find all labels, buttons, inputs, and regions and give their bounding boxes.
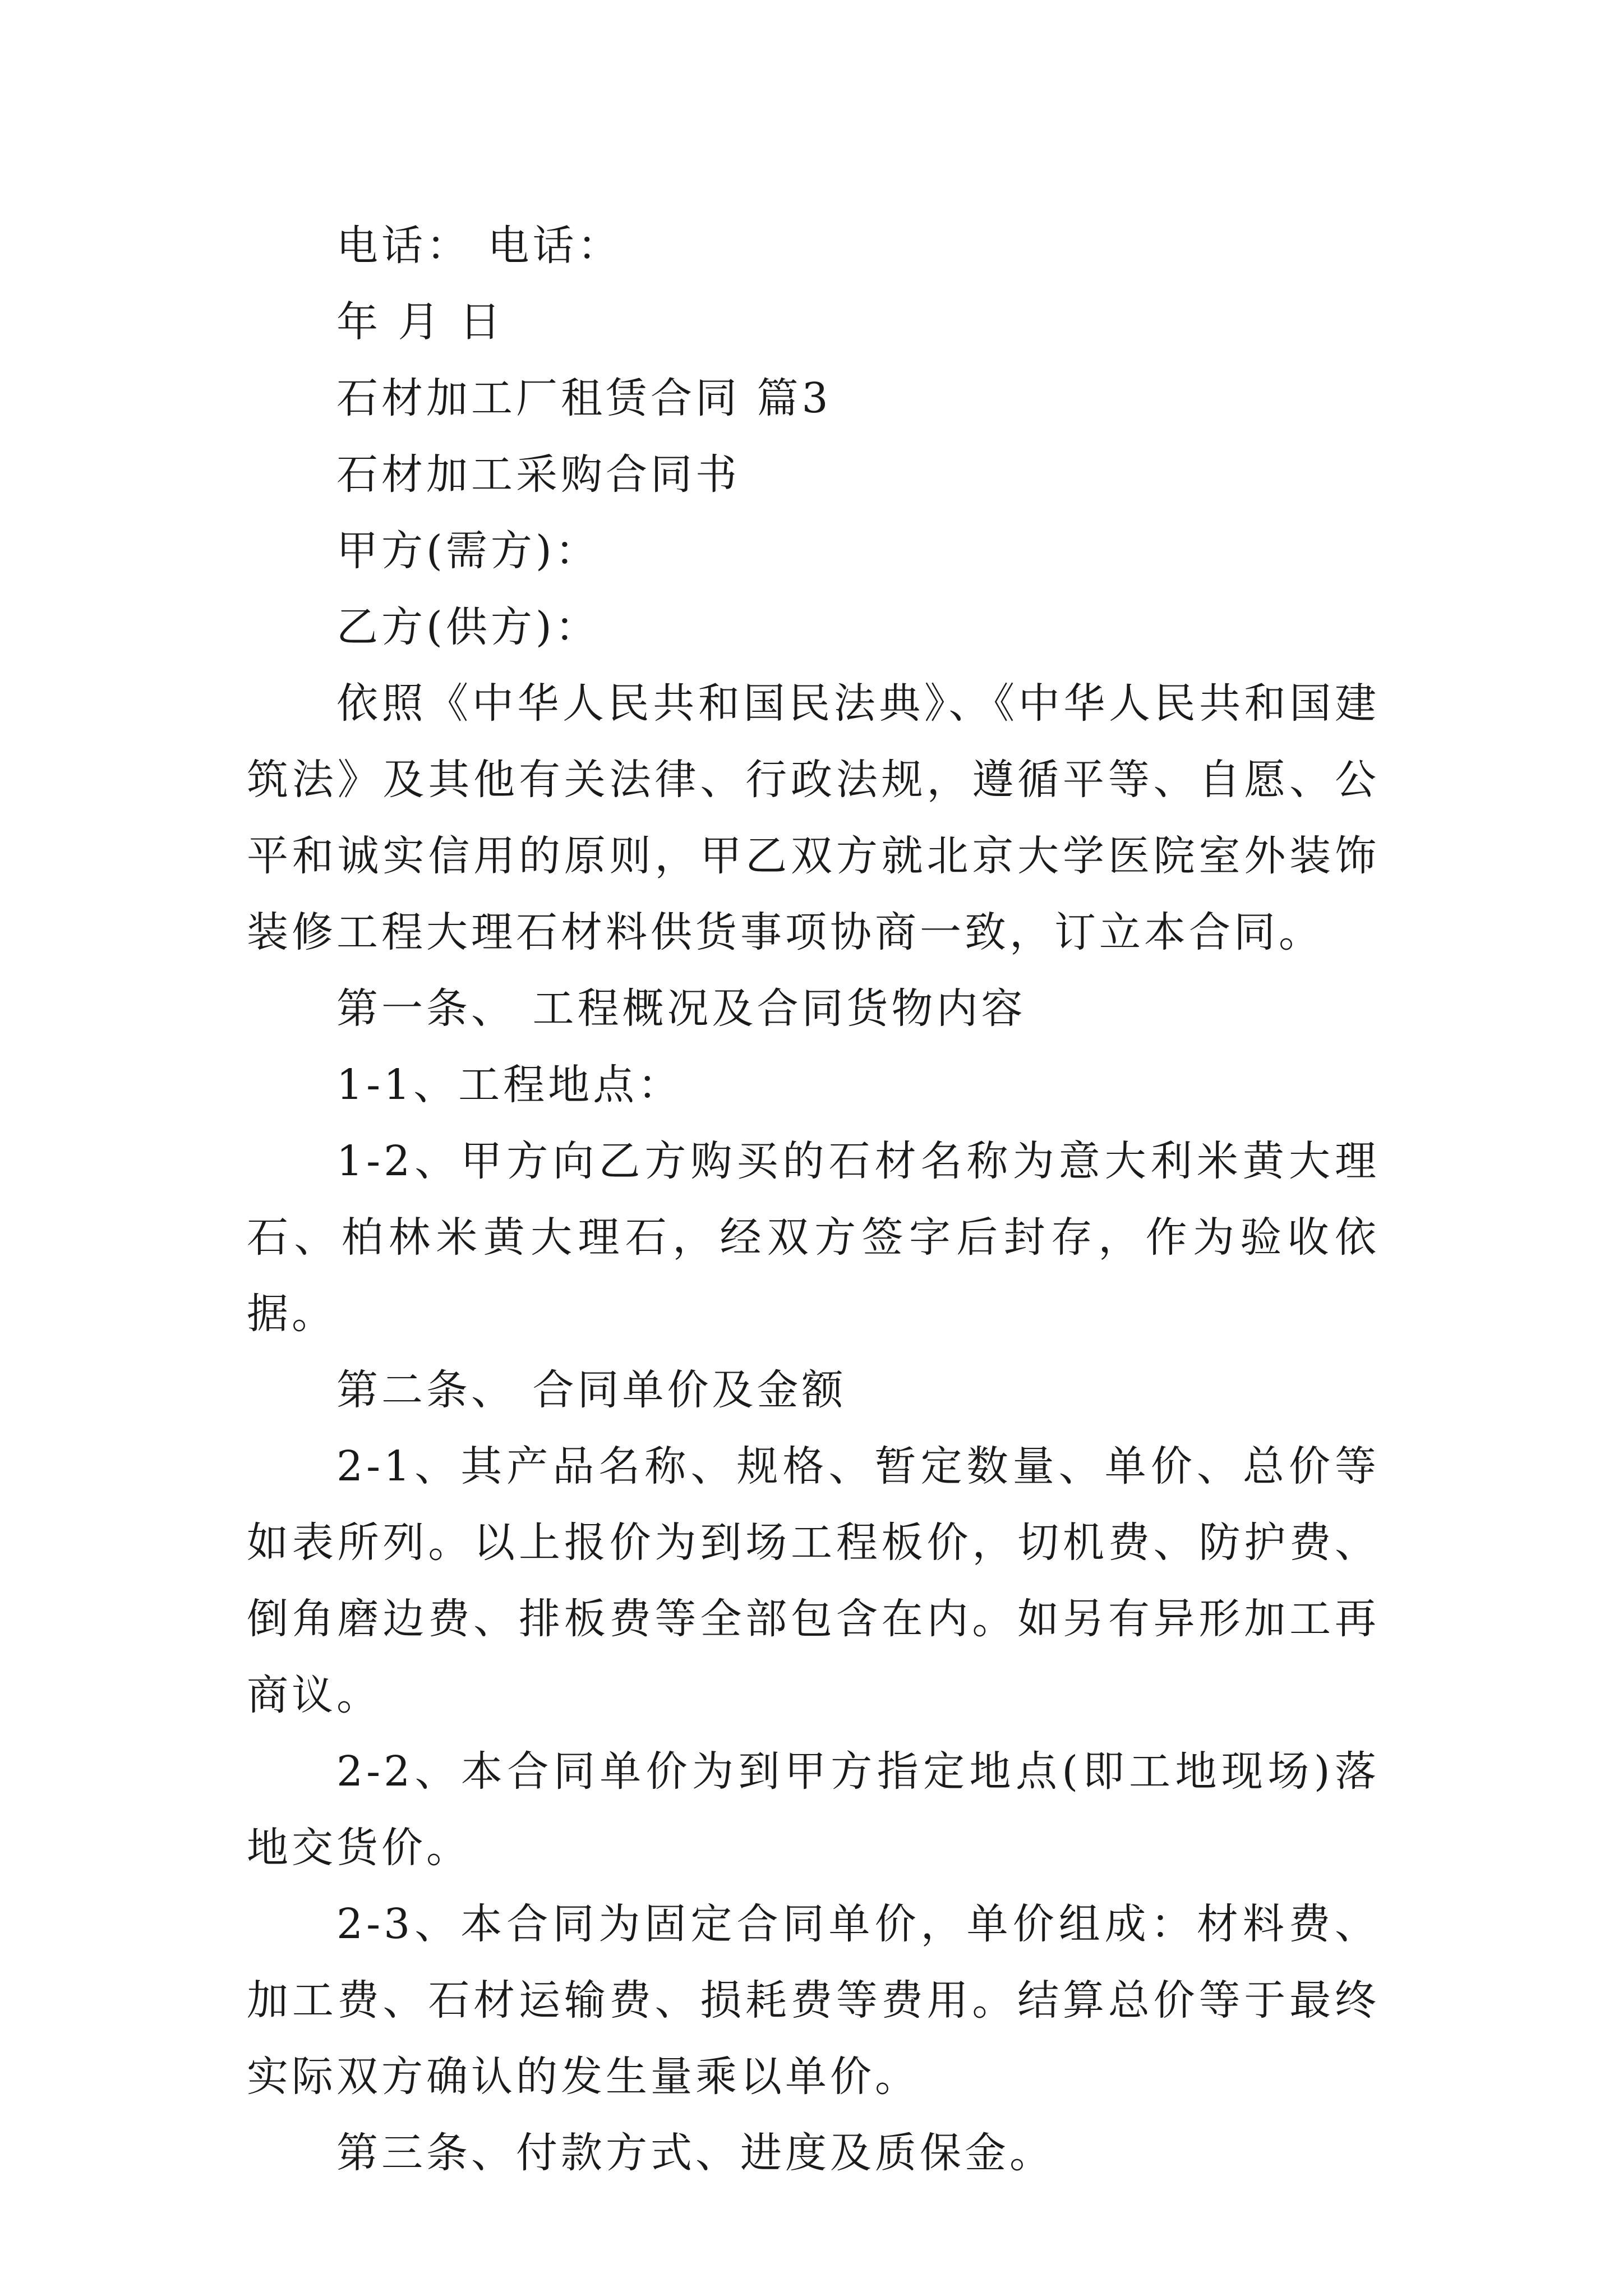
section-title: 石材加工厂租赁合同 篇3 — [336, 374, 832, 422]
clause-2-3: 2-3、本合同为固定合同单价，单价组成：材料费、加工费、石材运输费、损耗费等费用。结算总价等于最终实际双方确认的发生量乘以单价。 — [247, 1900, 1380, 2101]
document-body — [247, 208, 1380, 2191]
phone-line: 电话： 电话： — [336, 222, 623, 270]
clause-1-2: 1-2、甲方向乙方购买的石材名称为意大利米黄大理石、柏林米黄大理石，经双方签字后封存，作为验收依据。 — [247, 1137, 1380, 1338]
clause-1-1: 1-1、工程地点： — [336, 1061, 683, 1109]
party-a-line: 甲方(需方)： — [336, 527, 600, 575]
article-3-heading: 第三条、付款方式、进度及质保金。 — [336, 2129, 1054, 2177]
contract-title: 石材加工采购合同书 — [336, 450, 740, 499]
preamble-paragraph: 依照《中华人民共和国民法典》、《中华人民共和国建筑法》及其他有关法律、行政法规，遵循平等、自愿、公平和诚实信用的原则，甲乙双方就北京大学医院室外装饰装修工程大理石材料供货事项协商一致，订立本合同。 — [247, 679, 1380, 956]
article-2-heading: 第二条、 合同单价及金额 — [336, 1366, 847, 1414]
date-line: 年 月 日 — [336, 298, 505, 346]
clause-2-2: 2-2、本合同单价为到甲方指定地点(即工地现场)落地交货价。 — [247, 1747, 1380, 1872]
clause-2-1: 2-1、其产品名称、规格、暂定数量、单价、总价等如表所列。以上报价为到场工程板价，切机费、防护费、倒角磨边费、排板费等全部包含在内。如另有异形加工再商议。 — [247, 1442, 1380, 1719]
party-b-line: 乙方(供方)： — [336, 603, 600, 651]
article-1-heading: 第一条、 工程概况及合同货物内容 — [336, 984, 1026, 1033]
